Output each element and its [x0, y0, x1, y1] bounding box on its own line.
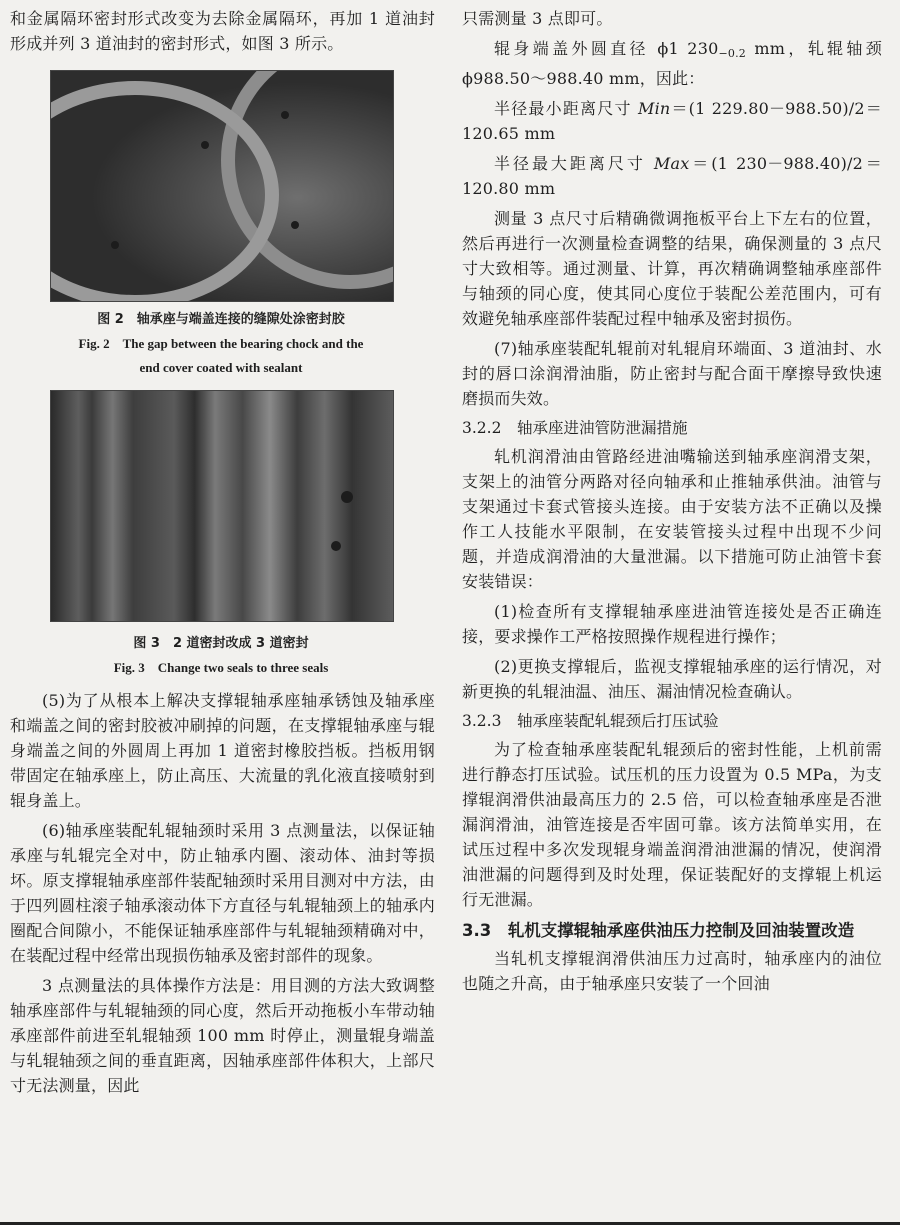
section-heading-3-2-3: 3.2.3 轴承座装配轧辊颈后打压试验 [462, 712, 719, 730]
text-span: 辊身端盖外圆直径 ϕ1 230 [494, 39, 719, 58]
paragraph: 测量 3 点尺寸后精确微调拖板平台上下左右的位置，然后再进行一次测量检查调整的结果，确保测量的 3 点尺寸大致相等。通过测量、计算，再次精确调整轴承座部件与轴颈的同心度，使其同心度位于装配公差范围内，可有效避免轴承座部件装配过程中轴承及密封损伤。 [462, 209, 882, 328]
paragraph: (7)轴承座装配轧辊前对轧辊肩环端面、3 道油封、水封的唇口涂润滑油脂，防止密封与配合面干摩擦导致快速磨损而失效。 [462, 339, 882, 408]
paragraph: (1)检查所有支撑辊轴承座进油管连接处是否正确连接，要求操作工严格按照操作规程进行操作； [462, 602, 882, 646]
paragraph: 轧机润滑油由管路经进油嘴输送到轴承座润滑支架，支架上的油管分两路对径向轴承和止推轴承供油。油管与支架通过卡套式管接头连接。由于安装方法不正确以及操作工人技能水平限制，在安装管接头过程中出现不少问题，并造成润滑油的大量泄漏。以下措施可防止油管卡套安装错误： [462, 447, 882, 591]
section-heading-3-3: 3.3 轧机支撑辊轴承座供油压力控制及回油装置改造 [462, 921, 855, 940]
left-column [10, 6, 435, 1103]
paragraph [462, 36, 882, 91]
text-span: ＝(1 230－988.40)/2＝120.80 mm [462, 154, 882, 198]
text-span: 半径最小距离尺寸 [494, 99, 639, 118]
bearing-chock-photo [50, 70, 394, 302]
paragraph: 当轧机支撑辊润滑供油压力过高时，轴承座内的油位也随之升高，由于轴承座只安装了一个回油 [462, 949, 882, 993]
text-span: ＝(1 229.80－988.50)/2＝120.65 mm [462, 99, 882, 143]
section-heading-3-2-2: 3.2.2 轴承座进油管防泄漏措施 [462, 419, 688, 437]
paragraph: 和金属隔环密封形式改变为去除金属隔环，再加 1 道油封形成并列 3 道油封的密封形式，如图 3 所示。 [10, 9, 435, 53]
three-seals-photo [50, 390, 394, 622]
figure-2-caption-en-line1: Fig. 2 The gap between the bearing chock and the [78, 336, 364, 351]
paragraph: (2)更换支撑辊后，监视支撑辊轴承座的运行情况，对新更换的轧辊油温、油压、漏油情况检查确认。 [462, 657, 882, 701]
variable-max: Max [653, 154, 690, 173]
figure-2-caption-en-line2: end cover coated with sealant [139, 360, 303, 375]
equation-min [462, 96, 882, 146]
text-span: 半径最大距离尺寸 [494, 154, 654, 173]
figure-3-caption-en: Fig. 3 Change two seals to three seals [113, 660, 329, 675]
figure-3 [50, 390, 392, 680]
figure-2 [50, 70, 392, 380]
paragraph: (6)轴承座装配轧辊轴颈时采用 3 点测量法，以保证轴承座与轧辊完全对中，防止轴承内圈、滚动体、油封等损坏。原支撑辊轴承座部件装配轴颈时采用目测对中方法，由于四列圆柱滚子轴承滚动体下方直径与轧辊轴颈上的轴承内圈配合间隙小，不能保证轴承座部件与轧辊轴颈精确对中，在装配过程中经常出现损伤轴承及密封部件的现象。 [10, 821, 435, 965]
tolerance-subscript: −0.2 [718, 47, 746, 60]
paragraph: 只需测量 3 点即可。 [462, 9, 613, 28]
paragraph: 为了检查轴承座装配轧辊颈后的密封性能，上机前需进行静态打压试验。试压机的压力设置为 0.5 MPa，为支撑辊润滑供油最高压力的 2.5 倍，可以检查轴承座是否泄漏润滑油，油管连接是否牢固可靠。该方法简单实用，在试压过程中多次发现辊身端盖润滑油泄漏的情况，使润滑油泄漏的问题得到及时处理，保证装配好的支撑辊上机运行无泄漏。 [462, 740, 882, 909]
paragraph: (5)为了从根本上解决支撑辊轴承座轴承锈蚀及轴承座和端盖之间的密封胶被冲刷掉的问题，在支撑辊轴承座与辊身端盖之间的外圆周上再加 1 道密封橡胶挡板。挡板用钢带固定在轴承座上，防止高压、大流量的乳化液直接喷射到辊身盖上。 [10, 691, 435, 810]
figure-2-caption-zh: 图 2 轴承座与端盖连接的缝隙处涂密封胶 [97, 312, 345, 327]
figure-3-caption-zh: 图 3 2 道密封改成 3 道密封 [133, 636, 309, 651]
text-span: mm，轧辊轴颈 ϕ988.50～988.40 mm，因此： [462, 39, 882, 88]
right-column [462, 6, 882, 1001]
paragraph: 3 点测量法的具体操作方法是：用目测的方法大致调整轴承座部件与轧辊轴颈的同心度，然后开动拖板小车带动轴承座部件前进至轧辊轴颈 100 mm 时停止，测量辊身端盖与轧辊轴颈之间的垂直距离，因轴承座部件体积大，上部尺寸无法测量，因此 [10, 976, 435, 1095]
equation-max [462, 151, 882, 201]
variable-min: Min [638, 99, 671, 118]
